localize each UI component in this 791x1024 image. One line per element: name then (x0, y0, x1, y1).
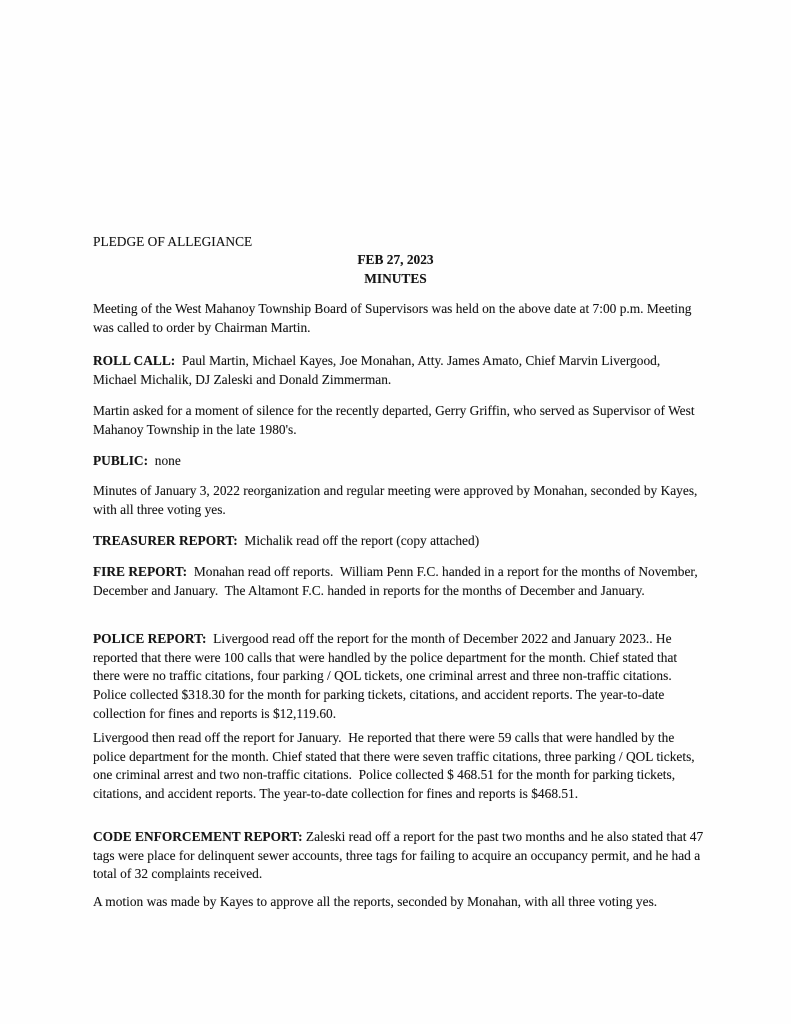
paragraph-text: Meeting of the West Mahanoy Township Board of Supervisors was held on the above date at 7:00 p.m. Meeting was called to order by Chairman Martin. (93, 301, 695, 335)
paragraph-label: PUBLIC: (93, 453, 149, 468)
paragraph-roll-call (93, 352, 707, 389)
meeting-date: FEB 27, 2023 (357, 252, 434, 267)
paragraph-police-report-january (93, 729, 707, 804)
paragraph-text: Michalik read off the report (copy attached) (237, 533, 480, 548)
paragraph-moment-of-silence (93, 402, 707, 439)
paragraph-label: FIRE REPORT: (93, 564, 188, 579)
pledge-heading: PLEDGE OF ALLEGIANCE (93, 234, 253, 249)
paragraph-text: Paul Martin, Michael Kayes, Joe Monahan, Atty. James Amato, Chief Marvin Livergood, Michael Michalik, DJ Zaleski and Donald Zimmerman. (93, 353, 664, 387)
minutes-title: MINUTES (364, 270, 427, 286)
title-block (0, 251, 791, 288)
paragraph-text: none (148, 453, 181, 468)
paragraph-text: Monahan read off reports. William Penn F.C. handed in a report for the months of November, December and January. The Altamont F.C. handed in reports for the months of December and January. (93, 564, 702, 598)
paragraph-text: Martin asked for a moment of silence for the recently departed, Gerry Griffin, who served as Supervisor of West Mahanoy Township in the late 1980's. (93, 403, 698, 437)
paragraph-code-enforcement-report (93, 828, 707, 884)
paragraph-text: Zaleski read off a report for the past two months and he also stated that 47 tags were place for delinquent sewer accounts, three tags for failing to acquire an occupancy permit, and he had a total of 32 complaints received. (93, 829, 707, 882)
paragraph-treasurer-report (93, 532, 707, 551)
paragraph-meeting-opening (93, 300, 707, 337)
paragraph-text: A motion was made by Kayes to approve all the reports, seconded by Monahan, with all three voting yes. (93, 894, 658, 909)
paragraph-approval-motion (93, 893, 707, 912)
paragraph-minutes-approval (93, 482, 707, 519)
paragraph-text: Livergood then read off the report for January. He reported that there were 59 calls that were handled by the police department for the month. Chief stated that there were seven traffic citations, three parking / QOL tickets, one criminal arrest and two non-traffic citations. Police collected $ 468.51 for the month for parking tickets, citations, and accident reports. The year-to-date collection for fines and reports is $468.51. (93, 730, 698, 802)
paragraph-text: Livergood read off the report for the month of December 2022 and January 2023.. He reported that there were 100 calls that were handled by the police department for the month. Chief stated that there were no traffic citations, four parking / QOL tickets, one criminal arrest and three non-traffic citations. Police collected $318.30 for the month for parking tickets, citations, and accident reports. The year-to-date collection for fines and reports is $12,119.60. (93, 631, 681, 721)
paragraph-label: POLICE REPORT: (93, 631, 207, 646)
paragraph-public (93, 452, 707, 471)
paragraph-text: Minutes of January 3, 2022 reorganization and regular meeting were approved by Monahan, seconded by Kayes, with all three voting yes. (93, 483, 701, 517)
paragraph-label: ROLL CALL: (93, 353, 176, 368)
paragraph-fire-report (93, 563, 707, 600)
paragraph-police-report-december (93, 630, 707, 724)
paragraph-label: TREASURER REPORT: (93, 533, 238, 548)
paragraph-label: CODE ENFORCEMENT REPORT: (93, 829, 303, 844)
